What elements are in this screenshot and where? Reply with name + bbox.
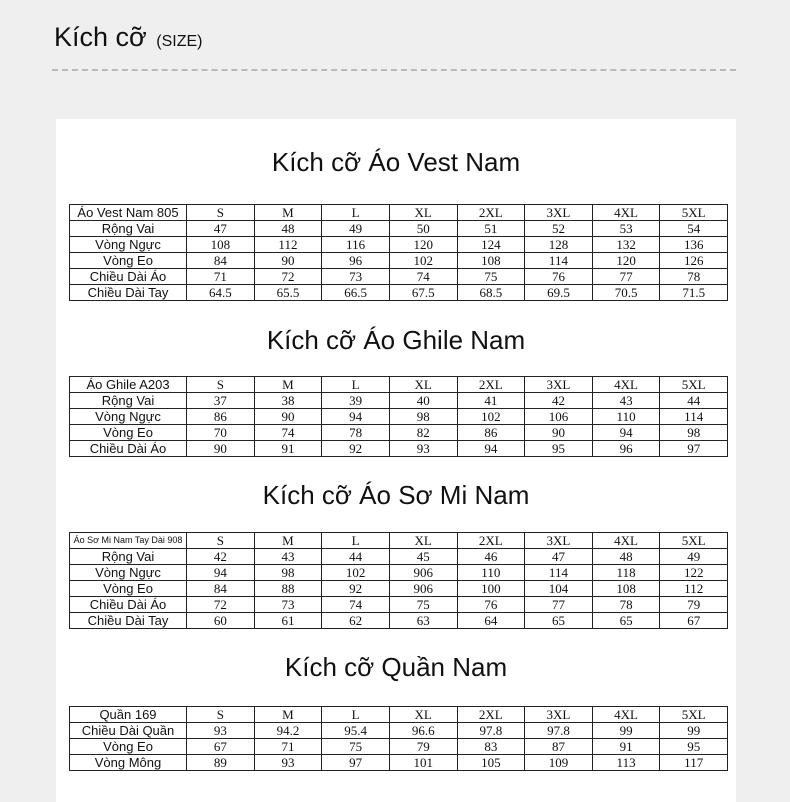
page-title-text: Kích cỡ	[54, 22, 147, 52]
measurement-value: 79	[660, 597, 728, 613]
measurement-value: 43	[254, 549, 322, 565]
vest-size-table	[69, 204, 728, 301]
vest-size-title: Kích cỡ Áo Vest Nam	[271, 147, 521, 177]
measurement-value: 122	[660, 565, 728, 581]
measurement-value: 78	[322, 425, 390, 441]
table-row	[70, 285, 728, 301]
measurement-value: 79	[389, 739, 457, 755]
size-header-cell: 5XL	[660, 707, 728, 723]
measurement-value: 67	[187, 739, 255, 755]
measurement-value: 97	[660, 441, 728, 457]
measurement-value: 90	[525, 425, 593, 441]
measurement-value: 72	[254, 269, 322, 285]
measurement-value: 112	[254, 237, 322, 253]
measurement-label: Rộng Vai	[70, 393, 187, 409]
measurement-value: 102	[322, 565, 390, 581]
measurement-value: 93	[389, 441, 457, 457]
measurement-value: 102	[457, 409, 525, 425]
measurement-value: 42	[525, 393, 593, 409]
measurement-value: 39	[322, 393, 390, 409]
table-row	[70, 597, 728, 613]
measurement-value: 95.4	[322, 723, 390, 739]
table-row	[70, 269, 728, 285]
measurement-value: 73	[254, 597, 322, 613]
measurement-label: Vòng Ngực	[70, 565, 187, 581]
table-row	[70, 565, 728, 581]
measurement-value: 47	[187, 221, 255, 237]
measurement-value: 44	[322, 549, 390, 565]
size-header-cell: 2XL	[457, 707, 525, 723]
measurement-value: 110	[457, 565, 525, 581]
measurement-value: 82	[389, 425, 457, 441]
measurement-value: 78	[592, 597, 660, 613]
measurement-value: 89	[187, 755, 255, 771]
measurement-value: 906	[389, 565, 457, 581]
table-row	[70, 441, 728, 457]
size-header-cell: 2XL	[457, 205, 525, 221]
size-header-cell: 5XL	[660, 377, 728, 393]
shirt-size-title: Kích cỡ Áo Sơ Mi Nam	[262, 480, 530, 510]
measurement-label: Rộng Vai	[70, 221, 187, 237]
size-header-cell: 5XL	[660, 205, 728, 221]
measurement-value: 49	[322, 221, 390, 237]
size-header-cell: 4XL	[592, 377, 660, 393]
measurement-value: 71.5	[660, 285, 728, 301]
measurement-label: Chiều Dài Tay	[70, 285, 187, 301]
measurement-value: 40	[389, 393, 457, 409]
product-code-cell: Áo Ghile A203	[70, 377, 187, 393]
size-header-cell: 3XL	[525, 707, 593, 723]
size-header-cell: 5XL	[660, 533, 728, 549]
measurement-value: 43	[592, 393, 660, 409]
measurement-value: 46	[457, 549, 525, 565]
size-header-row	[70, 377, 728, 393]
size-header-cell: L	[322, 707, 390, 723]
size-header-row	[70, 205, 728, 221]
measurement-value: 65	[525, 613, 593, 629]
measurement-value: 100	[457, 581, 525, 597]
measurement-value: 65.5	[254, 285, 322, 301]
measurement-value: 106	[525, 409, 593, 425]
measurement-value: 86	[457, 425, 525, 441]
measurement-value: 77	[525, 597, 593, 613]
measurement-value: 86	[187, 409, 255, 425]
measurement-value: 83	[457, 739, 525, 755]
measurement-value: 38	[254, 393, 322, 409]
measurement-value: 114	[525, 565, 593, 581]
measurement-value: 64	[457, 613, 525, 629]
measurement-value: 63	[389, 613, 457, 629]
table-row	[70, 425, 728, 441]
measurement-value: 77	[592, 269, 660, 285]
size-header-cell: M	[254, 205, 322, 221]
ghile-size-table	[69, 376, 728, 457]
measurement-label: Chiều Dài Áo	[70, 269, 187, 285]
size-header-cell: XL	[389, 533, 457, 549]
measurement-value: 126	[660, 253, 728, 269]
measurement-value: 108	[187, 237, 255, 253]
measurement-value: 71	[254, 739, 322, 755]
measurement-label: Chiều Dài Áo	[70, 597, 187, 613]
measurement-value: 95	[525, 441, 593, 457]
measurement-value: 94	[322, 409, 390, 425]
measurement-value: 48	[254, 221, 322, 237]
size-header-cell: L	[322, 377, 390, 393]
measurement-value: 76	[457, 597, 525, 613]
measurement-value: 75	[389, 597, 457, 613]
size-header-cell: S	[187, 377, 255, 393]
measurement-value: 62	[322, 613, 390, 629]
measurement-value: 91	[254, 441, 322, 457]
size-header-cell: M	[254, 533, 322, 549]
measurement-value: 48	[592, 549, 660, 565]
measurement-value: 66.5	[322, 285, 390, 301]
table-row	[70, 613, 728, 629]
measurement-value: 54	[660, 221, 728, 237]
measurement-value: 96	[322, 253, 390, 269]
measurement-label: Rộng Vai	[70, 549, 187, 565]
measurement-value: 124	[457, 237, 525, 253]
measurement-value: 99	[660, 723, 728, 739]
pants-size-title: Kích cỡ Quần Nam	[284, 652, 508, 682]
table-row	[70, 393, 728, 409]
measurement-value: 74	[254, 425, 322, 441]
dashed-divider	[52, 69, 736, 71]
measurement-value: 41	[457, 393, 525, 409]
measurement-value: 105	[457, 755, 525, 771]
table-row	[70, 237, 728, 253]
measurement-value: 53	[592, 221, 660, 237]
measurement-value: 70	[187, 425, 255, 441]
measurement-value: 108	[592, 581, 660, 597]
measurement-value: 67	[660, 613, 728, 629]
measurement-value: 96.6	[389, 723, 457, 739]
size-header-cell: 4XL	[592, 205, 660, 221]
measurement-value: 93	[187, 723, 255, 739]
shirt-size-table	[69, 532, 728, 629]
size-header-cell: M	[254, 707, 322, 723]
measurement-value: 72	[187, 597, 255, 613]
measurement-value: 49	[660, 549, 728, 565]
measurement-value: 84	[187, 253, 255, 269]
page-title-subtitle: (SIZE)	[156, 33, 203, 50]
size-header-cell: 3XL	[525, 533, 593, 549]
measurement-value: 78	[660, 269, 728, 285]
measurement-value: 109	[525, 755, 593, 771]
measurement-value: 97.8	[525, 723, 593, 739]
measurement-value: 97	[322, 755, 390, 771]
measurement-value: 104	[525, 581, 593, 597]
product-code-cell: Áo Vest Nam 805	[70, 205, 187, 221]
size-chart-card	[56, 119, 736, 802]
measurement-value: 116	[322, 237, 390, 253]
size-header-cell: L	[322, 205, 390, 221]
measurement-value: 69.5	[525, 285, 593, 301]
size-header-cell: 3XL	[525, 377, 593, 393]
page-title	[54, 22, 202, 53]
measurement-value: 110	[592, 409, 660, 425]
measurement-value: 50	[389, 221, 457, 237]
measurement-value: 37	[187, 393, 255, 409]
size-header-cell: S	[187, 533, 255, 549]
measurement-label: Vòng Eo	[70, 253, 187, 269]
measurement-label: Chiều Dài Quần	[70, 723, 187, 739]
measurement-value: 93	[254, 755, 322, 771]
size-header-row	[70, 707, 728, 723]
measurement-value: 132	[592, 237, 660, 253]
measurement-value: 117	[660, 755, 728, 771]
measurement-label: Vòng Mông	[70, 755, 187, 771]
size-header-cell: XL	[389, 205, 457, 221]
measurement-value: 65	[592, 613, 660, 629]
measurement-value: 98	[660, 425, 728, 441]
measurement-value: 114	[660, 409, 728, 425]
measurement-value: 60	[187, 613, 255, 629]
measurement-value: 94	[592, 425, 660, 441]
pants-size-table	[69, 706, 728, 771]
table-row	[70, 739, 728, 755]
measurement-label: Vòng Eo	[70, 581, 187, 597]
measurement-value: 87	[525, 739, 593, 755]
measurement-value: 75	[457, 269, 525, 285]
table-row	[70, 723, 728, 739]
measurement-value: 45	[389, 549, 457, 565]
measurement-value: 120	[389, 237, 457, 253]
size-header-cell: 2XL	[457, 533, 525, 549]
measurement-value: 96	[592, 441, 660, 457]
measurement-value: 906	[389, 581, 457, 597]
measurement-value: 112	[660, 581, 728, 597]
measurement-value: 76	[525, 269, 593, 285]
table-row	[70, 253, 728, 269]
measurement-label: Chiều Dài Tay	[70, 613, 187, 629]
size-header-cell: 3XL	[525, 205, 593, 221]
measurement-value: 92	[322, 441, 390, 457]
measurement-value: 67.5	[389, 285, 457, 301]
measurement-value: 99	[592, 723, 660, 739]
measurement-value: 114	[525, 253, 593, 269]
measurement-value: 88	[254, 581, 322, 597]
size-header-cell: XL	[389, 707, 457, 723]
size-header-cell: 4XL	[592, 707, 660, 723]
size-header-cell: L	[322, 533, 390, 549]
measurement-value: 44	[660, 393, 728, 409]
measurement-value: 90	[187, 441, 255, 457]
measurement-value: 113	[592, 755, 660, 771]
table-row	[70, 581, 728, 597]
measurement-value: 42	[187, 549, 255, 565]
size-header-cell: S	[187, 205, 255, 221]
measurement-value: 108	[457, 253, 525, 269]
size-header-cell: XL	[389, 377, 457, 393]
measurement-label: Vòng Eo	[70, 425, 187, 441]
measurement-value: 120	[592, 253, 660, 269]
measurement-label: Vòng Ngực	[70, 409, 187, 425]
measurement-value: 128	[525, 237, 593, 253]
table-row	[70, 549, 728, 565]
table-row	[70, 409, 728, 425]
measurement-value: 68.5	[457, 285, 525, 301]
measurement-value: 90	[254, 409, 322, 425]
measurement-value: 98	[254, 565, 322, 581]
measurement-value: 74	[389, 269, 457, 285]
product-code-cell: Quần 169	[70, 707, 187, 723]
measurement-value: 94.2	[254, 723, 322, 739]
measurement-value: 94	[457, 441, 525, 457]
size-header-cell: S	[187, 707, 255, 723]
measurement-label: Chiều Dài Áo	[70, 441, 187, 457]
product-code-cell: Áo Sơ Mi Nam Tay Dài 908	[70, 533, 187, 549]
measurement-value: 92	[322, 581, 390, 597]
measurement-label: Vòng Eo	[70, 739, 187, 755]
measurement-value: 90	[254, 253, 322, 269]
measurement-value: 91	[592, 739, 660, 755]
measurement-value: 94	[187, 565, 255, 581]
measurement-value: 47	[525, 549, 593, 565]
measurement-value: 101	[389, 755, 457, 771]
measurement-value: 73	[322, 269, 390, 285]
size-header-cell: 2XL	[457, 377, 525, 393]
measurement-value: 136	[660, 237, 728, 253]
measurement-value: 74	[322, 597, 390, 613]
size-header-cell: M	[254, 377, 322, 393]
measurement-value: 102	[389, 253, 457, 269]
measurement-value: 98	[389, 409, 457, 425]
measurement-value: 61	[254, 613, 322, 629]
measurement-value: 71	[187, 269, 255, 285]
measurement-label: Vòng Ngực	[70, 237, 187, 253]
size-header-row	[70, 533, 728, 549]
table-row	[70, 221, 728, 237]
measurement-value: 64.5	[187, 285, 255, 301]
measurement-value: 70.5	[592, 285, 660, 301]
table-row	[70, 755, 728, 771]
ghile-size-title: Kích cỡ Áo Ghile Nam	[266, 325, 526, 355]
size-header-cell: 4XL	[592, 533, 660, 549]
measurement-value: 75	[322, 739, 390, 755]
measurement-value: 97.8	[457, 723, 525, 739]
measurement-value: 51	[457, 221, 525, 237]
measurement-value: 84	[187, 581, 255, 597]
measurement-value: 52	[525, 221, 593, 237]
measurement-value: 95	[660, 739, 728, 755]
measurement-value: 118	[592, 565, 660, 581]
